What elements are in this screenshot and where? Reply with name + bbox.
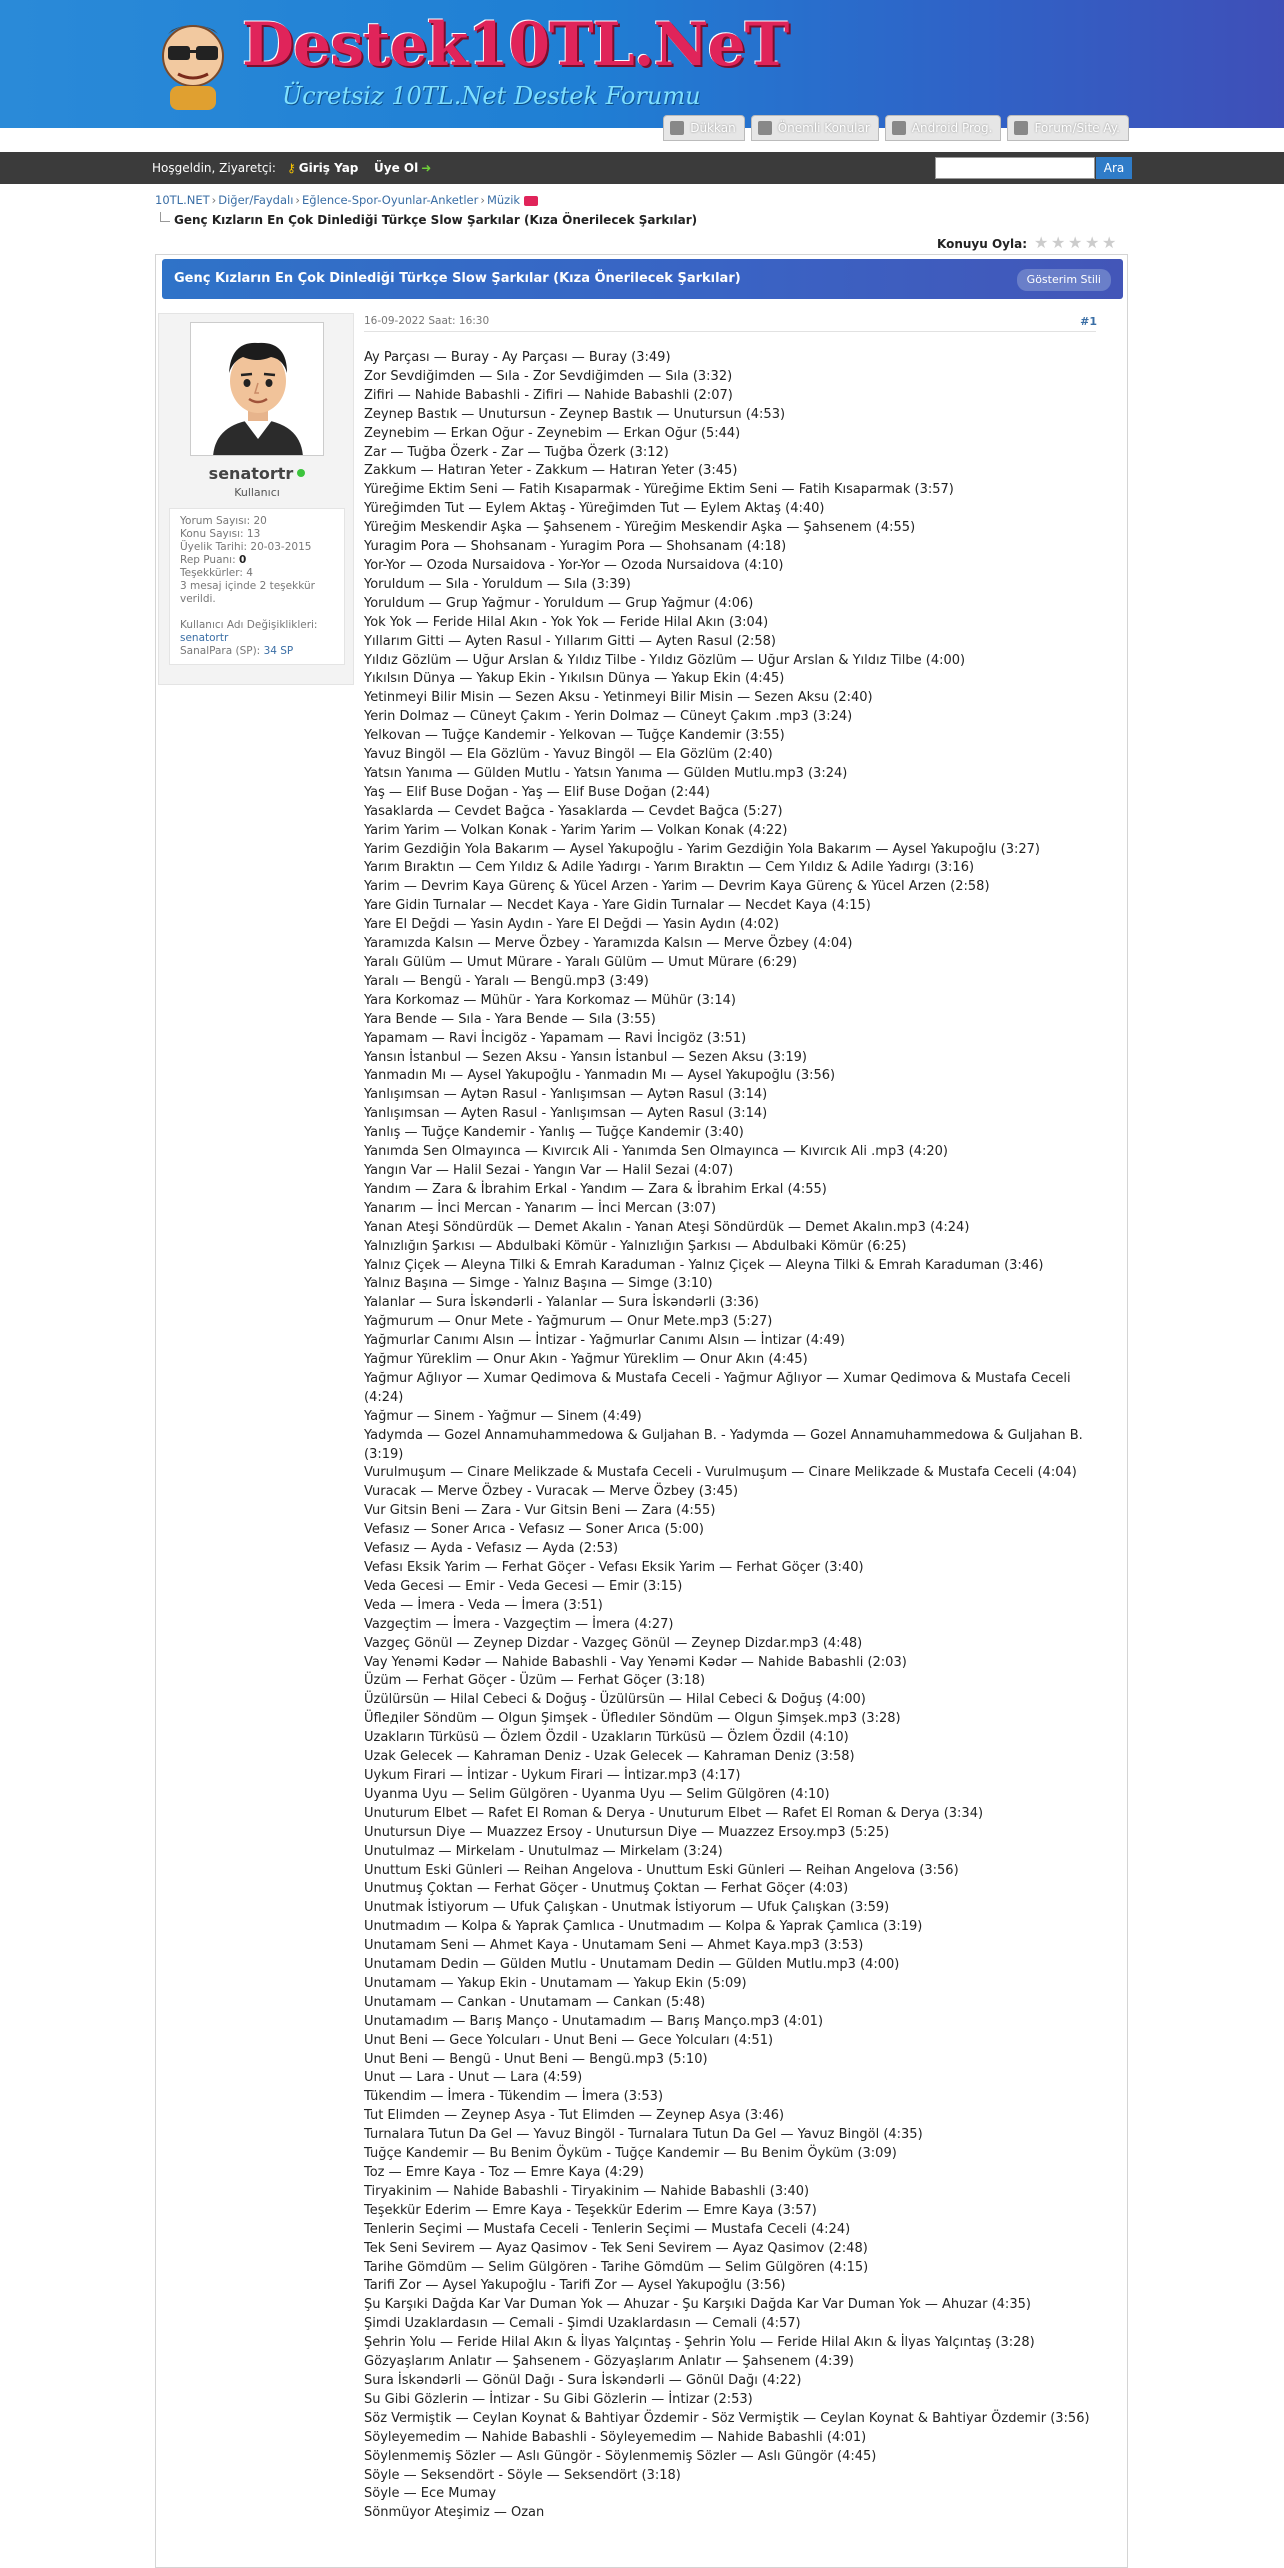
song-line: Yaş — Elif Buse Doğan - Yaş — Elif Buse Doğan (2:44) [364,784,710,800]
stat-thanks-given: 3 mesaj içinde 2 teşekkür verildi. [180,580,315,605]
song-line: Söyle — Seksendört - Söyle — Seksendört (3:18) [364,2467,681,2483]
song-line: Gözyaşlarım Anlatır — Şahsenem - Gözyaşlarım Anlatır — Şahsenem (4:39) [364,2354,854,2370]
song-line: Vur Gitsin Beni — Zara - Vur Gitsin Beni — Zara (4:55) [364,1503,716,1519]
breadcrumb-item[interactable]: 10TL.NET [155,193,210,207]
breadcrumb-separator: › [211,193,217,207]
song-line: Unut — Lara - Unut — Lara (4:59) [364,2070,583,2086]
song-line: Söz Vermiştik — Ceylan Koynat & Bahtiyar Özdemir - Söz Vermiştik — Ceylan Koynat & Bahtiyar Özdemir (3:56) [364,2410,1090,2426]
stat-threads: Konu Sayısı: 13 [180,528,261,540]
tab-android[interactable] [885,115,1002,141]
song-line: Yara Korkomaz — Mühür - Yara Korkomaz — Mühür (3:14) [364,992,736,1008]
android-icon [892,121,906,135]
star-icon[interactable]: ★ [1102,233,1117,252]
song-line: Yağmur — Sinem - Yağmur — Sinem (4:49) [364,1408,642,1424]
song-line: Yapamam — Ravi İncigöz - Yapamam — Ravi İncigöz (3:51) [364,1030,747,1046]
song-line: Yerin Dolmaz — Cüneyt Çakım - Yerin Dolmaz — Cüneyt Çakım .mp3 (3:24) [364,709,853,725]
song-line: Zar — Tuğba Özerk - Zar — Tuğba Özerk (3:12) [364,444,669,460]
mascot-icon [148,16,238,112]
song-line: Vefasız — Ayda - Vefasız — Ayda (2:53) [364,1541,619,1557]
song-line: Tenlerin Seçimi — Mustafa Ceceli - Tenlerin Seçimi — Mustafa Ceceli (4:24) [364,2221,851,2237]
song-line: Tuğçe Kandemir — Bu Benim Öyküm - Tuğçe Kandemir — Bu Benim Öyküm (3:09) [364,2146,897,2162]
song-line: Unutmak İstiyorum — Ufuk Çalışkan - Unutmak İstiyorum — Ufuk Çalışkan (3:59) [364,1900,890,1916]
song-line: Zeynebim — Erkan Oğur - Zeynebim — Erkan Oğur (5:44) [364,425,741,441]
author-name[interactable] [159,464,355,483]
song-line: Yatsın Yanıma — Gülden Mutlu - Yatsın Yanıma — Gülden Mutlu.mp3 (3:24) [364,765,848,781]
song-line: Yanarım — İnci Mercan - Yanarım — İnci Mercan (3:07) [364,1200,717,1216]
breadcrumb-current-title: Genç Kızların En Çok Dinlediği Türkçe Slow Şarkılar (Kıza Önerilecek Şarkılar) [174,213,698,227]
thread-title: Genç Kızların En Çok Dinlediği Türkçe Slow Şarkılar (Kıza Önerilecek Şarkılar) [174,271,741,286]
song-line: Yalnız Başına — Simge - Yalnız Başına — Simge (3:10) [364,1276,713,1292]
register-label: Üye Ol [374,161,419,175]
song-line: Yanmadın Mı — Aysel Yakupoğlu - Yanmadın Mı — Aysel Yakupoğlu (3:56) [364,1068,836,1084]
login-label: Giriş Yap [298,161,359,175]
song-line: Yare Gidin Turnalar — Necdet Kaya - Yare Gidin Turnalar — Necdet Kaya (4:15) [364,898,871,914]
song-line: Zor Sevdiğimden — Sıla - Zor Sevdiğimden — Sıla (3:32) [364,368,733,384]
song-line: Unutamam — Cankan - Unutamam — Cankan (5:48) [364,1994,706,2010]
song-line: Yoruldum — Grup Yağmur - Yoruldum — Grup Yağmur (4:06) [364,595,754,611]
song-line: Yaralı — Bengü - Yaralı — Bengü.mp3 (3:49) [364,973,649,989]
song-line: Unutamadım — Barış Manço - Unutamadım — Barış Manço.mp3 (4:01) [364,2013,824,2029]
pin-icon [758,121,772,135]
tab-label: Forum/Site Ay. [1034,121,1120,135]
breadcrumb [155,193,538,207]
stat-username-changes-link[interactable]: senatortr [180,632,229,644]
song-line: Şimdi Uzaklardasın — Cemali - Şimdi Uzaklardasın — Cemali (4:57) [364,2316,801,2332]
song-line: Vazgeçtim — İmera - Vazgeçtim — İmera (4:27) [364,1616,674,1632]
arrow-right-icon: ➜ [421,161,432,175]
song-line: Unutmadım — Kolpa & Yaprak Çamlıca - Unutmadım — Kolpa & Yaprak Çamlıca (3:19) [364,1919,923,1935]
song-line: Söylenmemiş Sözler — Aslı Güngör - Söylenmemiş Sözler — Aslı Güngör (4:45) [364,2448,877,2464]
author-name-text: senatortr [208,464,294,483]
tab-label: Önemli Konular [777,121,870,135]
song-line: Sura İskəndərli — Gönül Dağı - Sura İskəndərli — Gönül Dağı (4:22) [364,2372,802,2388]
tab-important-topics[interactable] [751,115,879,141]
song-line: Yoruldum — Sıla - Yoruldum — Sıla (3:39) [364,576,631,592]
author-sidebar [158,313,354,685]
song-line: Unut Beni — Bengü - Unut Beni — Bengü.mp3 (5:10) [364,2051,708,2067]
thread-header [162,259,1123,299]
breadcrumb-item[interactable]: Eğlence-Spor-Oyunlar-Anketler [302,193,479,207]
song-line: Vurulmuşum — Cinare Melikzade & Mustafa Ceceli - Vurulmuşum — Cinare Melikzade & Mustafa Ceceli (4:04) [364,1465,1077,1481]
breadcrumb-separator: › [480,193,485,207]
song-line: Uykum Firari — İntizar - Uykum Firari — İntizar.mp3 (4:17) [364,1767,741,1783]
breadcrumb-item[interactable]: Müzik [486,193,521,207]
logo-subtitle: Ücretsiz 10TL.Net Destek Forumu [282,82,701,110]
song-line: Unutamam Seni — Ahmet Kaya - Unutamam Seni — Ahmet Kaya.mp3 (3:53) [364,1938,864,1954]
song-line: Yüreğime Ektim Seni — Fatih Kısaparmak - Yüreğime Ektim Seni — Fatih Kısaparmak (3:57) [364,482,954,498]
song-line: Teşekkür Ederim — Emre Kaya - Teşekkür Ederim — Emre Kaya (3:57) [364,2202,817,2218]
song-line: Yalanlar — Sura İskəndərli - Yalanlar — Sura İskəndərli (3:36) [364,1295,759,1311]
song-line: Tarifi Zor — Aysel Yakupoğlu - Tarifi Zor — Aysel Yakupoğlu (3:56) [364,2278,786,2294]
song-line: Yağmurum — Onur Mete - Yağmurum — Onur Mete.mp3 (5:27) [364,1314,773,1330]
breadcrumb-separator: › [295,193,301,207]
song-line: Yetinmeyi Bilir Misin — Sezen Aksu - Yetinmeyi Bilir Misin — Sezen Aksu (2:40) [364,690,873,706]
song-line: Yuragim Pora — Shohsanam - Yuragim Pora — Shohsanam (4:18) [364,539,787,555]
song-line: Yarim — Devrim Kaya Gürenç & Yücel Arzen - Yarim — Devrim Kaya Gürenç & Yücel Arzen (2:58) [364,879,990,895]
song-line: Unutamam — Yakup Ekin - Unutamam — Yakup Ekin (5:09) [364,1975,747,1991]
song-line: Yanlışımsan — Ayten Rasul - Yanlışımsan — Ayten Rasul (3:14) [364,1106,768,1122]
song-line: Yağmur Ağlıyor — Xumar Qedimova & Mustafa Ceceli - Yağmur Ağlıyor — Xumar Qedimova & Mustafa Ceceli (4:24) [364,1370,1071,1405]
song-line: Yor-Yor — Ozoda Nursaidova - Yor-Yor — Ozoda Nursaidova (4:10) [364,557,784,573]
song-line: Yaramızda Kalsın — Merve Özbey - Yaramızda Kalsın — Merve Özbey (4:04) [364,936,853,952]
stat-username-changes-label: Kullanıcı Adı Değişiklikleri: [180,619,318,631]
register-link[interactable] [374,161,431,175]
rating-label: Konuyu Oyla: [937,237,1027,251]
top-tabs [663,115,1129,141]
song-line: Yok Yok — Feride Hilal Akın - Yok Yok — Feride Hilal Akın (3:04) [364,614,769,630]
song-line: Yanlış — Tuğçe Kandemir - Yanlış — Tuğçe Kandemir (3:40) [364,1125,744,1141]
star-icon[interactable]: ★ [1034,233,1049,252]
song-line: Veda Gecesi — Emir - Veda Gecesi — Emir (3:15) [364,1578,683,1594]
song-line: Unuturum Elbet — Rafet El Roman & Derya - Unuturum Elbet — Rafet El Roman & Derya (3:34) [364,1805,984,1821]
star-icon[interactable]: ★ [1085,233,1100,252]
song-line: Yare El Değdi — Yasin Aydın - Yare El Değdi — Yasin Aydın (4:02) [364,917,780,933]
song-line: Uzak Gelecek — Kahraman Deniz - Uzak Gelecek — Kahraman Deniz (3:58) [364,1749,855,1765]
song-line: Yangın Var — Halil Sezai - Yangın Var — Halil Sezai (4:07) [364,1162,734,1178]
tab-label: Android Prog. [911,121,993,135]
site-header [0,0,1284,135]
stat-rep-value: 0 [238,554,247,566]
song-line: Yanımda Sen Olmayınca — Kıvırcık Ali - Yanımda Sen Olmayınca — Kıvırcık Ali .mp3 (4:20) [364,1144,948,1160]
song-line: Unutmuş Çoktan — Ferhat Göçer - Unutmuş Çoktan — Ferhat Göçer (4:03) [364,1881,849,1897]
song-line: Unutamam Dedin — Gülden Mutlu - Unutamam Dedin — Gülden Mutlu.mp3 (4:00) [364,1957,900,1973]
stat-posts: Yorum Sayısı: 20 [180,515,267,527]
song-line: Vazgeç Gönül — Zeynep Dizdar - Vazgeç Gönül — Zeynep Dizdar.mp3 (4:48) [364,1635,863,1651]
rating-stars[interactable] [1034,235,1118,251]
song-line: Zakkum — Hatıran Yeter - Zakkum — Hatıran Yeter (3:45) [364,463,738,479]
avatar[interactable] [190,322,324,456]
song-line: Üfleдiler Söndüm — Olgun Şimşek - Üfledıler Söndüm — Olgun Şimşek.mp3 (3:28) [364,1711,901,1727]
tab-shop[interactable] [663,115,745,141]
song-line: Unuttum Eski Günleri — Reihan Angelova - Unuttum Eski Günleri — Reihan Angelova (3:56) [364,1862,959,1878]
search-button[interactable]: Ara [1096,157,1132,179]
song-line: Yasaklarda — Cevdet Bağca - Yasaklarda — Cevdet Bağca (5:27) [364,803,783,819]
shop-icon [670,121,684,135]
rss-icon[interactable] [524,196,538,206]
song-line: Turnalara Tutun Da Gel — Yavuz Bingöl - Turnalara Tutun Da Gel — Yavuz Bingöl (4:35) [364,2127,923,2143]
star-icon[interactable]: ★ [1051,233,1066,252]
logo-title: Destek10TL.NeT [242,10,789,80]
post-date: 16-09-2022 Saat: 16:30 [364,315,490,327]
song-line: Yadymda — Gozel Annamuhammedowa & Guljahan B. - Yadymda — Gozel Annamuhammedowa & Guljahan B. (3:19) [364,1427,1083,1462]
song-line: Yarım Bıraktın — Cem Yıldız & Adile Yadırgı - Yarım Bıraktın — Cem Yıldız & Adile Yadırgı (3:16) [364,860,975,876]
author-stats [169,508,345,665]
song-line: Vefasız — Soner Arıca - Vefasız — Soner Arıca (5:00) [364,1522,704,1538]
song-line: Yüreğim Meskendir Aşka — Şahsenem - Yüreğim Meskendir Aşka — Şahsenem (4:55) [364,520,916,536]
song-line: Yansın İstanbul — Sezen Aksu - Yansın İstanbul — Sezen Aksu (3:19) [364,1049,807,1065]
thread-container [155,254,1128,2568]
online-status-icon [297,469,305,477]
breadcrumb-item[interactable]: Diğer/Faydalı [218,193,294,207]
display-style-button[interactable]: Gösterim Stili [1017,269,1111,291]
song-line: Vuracak — Merve Özbey - Vuracak — Merve Özbey (3:45) [364,1484,739,1500]
song-line: Unutursun Diye — Muazzez Ersoy - Unutursun Diye — Muazzez Ersoy.mp3 (5:25) [364,1824,890,1840]
stat-join-date: Üyelik Tarihi: 20-03-2015 [180,541,312,553]
song-line: Yelkovan — Tuğçe Kandemir - Yelkovan — Tuğçe Kandemir (3:55) [364,728,785,744]
stat-rep [180,554,334,567]
song-line: Yıkılsın Dünya — Yakup Ekin - Yıkılsın Dünya — Yakup Ekin (4:45) [364,671,785,687]
song-line: Yandım — Zara & İbrahim Erkal - Yandım — Zara & İbrahim Erkal (4:55) [364,1181,827,1197]
elbow-connector [160,212,170,222]
song-line: Yalnız Çiçek — Aleyna Tilki & Emrah Karaduman - Yalnız Çiçek — Aleyna Tilki & Emrah Karaduman (3:46) [364,1257,1044,1273]
song-line: Yıldız Gözlüm — Uğur Arslan & Yıldız Tilbe - Yıldız Gözlüm — Uğur Arslan & Yıldız Tilbe (4:00) [364,652,966,668]
avatar-illustration [191,323,324,456]
song-line: Tükendim — İmera - Tükendim — İmera (3:53) [364,2089,664,2105]
song-line: Şu Karşıki Dağda Kar Var Duman Yok — Ahuzar - Şu Karşıki Dağda Kar Var Duman Yok — Ahuzar (4:35) [364,2297,1031,2313]
song-line: Yaralı Gülüm — Umut Mürare - Yaralı Gülüm — Umut Mürare (6:29) [364,955,798,970]
song-line: Tut Elimden — Zeynep Asya - Tut Elimden — Zeynep Asya (3:46) [364,2108,785,2124]
star-icon[interactable]: ★ [1068,233,1083,252]
stat-sp-label: SanalPara (SP): [180,645,261,657]
divider [364,331,1096,332]
breadcrumb-current [160,212,697,227]
song-line: Yara Bende — Sıla - Yara Bende — Sıla (3:55) [364,1011,656,1027]
song-line: Unut Beni — Gece Yolcuları - Unut Beni — Gece Yolcuları (4:51) [364,2032,774,2048]
stat-sp [180,645,334,658]
song-line: Yağmur Yüreklim — Onur Akın - Yağmur Yüreklim — Onur Akın (4:45) [364,1352,808,1368]
author-role: Kullanıcı [234,486,280,499]
post-number-link[interactable]: #1 [1080,315,1097,328]
tab-label: Dükkan [690,121,736,135]
search-input[interactable] [935,157,1095,179]
song-line: Üzüm — Ferhat Göçer - Üzüm — Ferhat Göçer (3:18) [364,1673,706,1689]
song-line: Tarihe Gömdüm — Selim Gülgören - Tarihe Gömdüm — Selim Gülgören (4:15) [364,2259,869,2275]
tab-forum-settings[interactable] [1007,115,1129,141]
greeting-text: Hoşgeldin, Ziyaretçi: [152,161,276,175]
song-line: Veda — İmera - Veda — İmera (3:51) [364,1597,603,1613]
song-line: Üzülürsün — Hilal Cebeci & Doğuş - Üzülürsün — Hilal Cebeci & Doğuş (4:00) [364,1692,866,1708]
song-line: Yavuz Bingöl — Ela Gözlüm - Yavuz Bingöl — Ela Gözlüm (2:40) [364,747,773,763]
stat-rep-label: Rep Puanı: [180,554,236,566]
site-logo[interactable] [144,6,789,116]
song-line: Yalnızlığın Şarkısı — Abdulbaki Kömür - Yalnızlığın Şarkısı — Abdulbaki Kömür (6:25) [364,1238,907,1254]
song-line: Söyle — Ece Mumay [364,2486,497,2502]
song-line: Söyleyemedim — Nahide Babashli - Söyleyemedim — Nahide Babashli (4:01) [364,2429,867,2445]
song-line: Yarim Yarim — Volkan Konak - Yarim Yarim — Volkan Konak (4:22) [364,822,788,838]
song-line: Ay Parçası — Buray - Ay Parçası — Buray (3:49) [364,350,671,365]
post-body [364,349,1104,2523]
song-line: Yıllarım Gitti — Ayten Rasul - Yıllarım Gitti — Ayten Rasul (2:58) [364,633,776,649]
song-line: Zifiri — Nahide Babashli - Zifiri — Nahide Babashli (2:07) [364,387,733,403]
key-icon: ⚷ [287,161,296,175]
song-line: Yanlışımsan — Aytən Rasul - Yanlışımsan — Aytən Rasul (3:14) [364,1087,768,1103]
song-line: Yarim Gezdiğin Yola Bakarım — Aysel Yakupoğlu - Yarim Gezdiğin Yola Bakarım — Aysel Yakupoğlu (3:27) [364,841,1041,857]
song-line: Şehrin Yolu — Feride Hilal Akın & İlyas Yalçıntaş - Şehrin Yolu — Feride Hilal Akın & İlyas Yalçıntaş (3:28) [364,2335,1035,2351]
song-line: Yağmurlar Canımı Alsın — İntizar - Yağmurlar Canımı Alsın — İntizar (4:49) [364,1333,845,1349]
song-line: Toz — Emre Kaya - Toz — Emre Kaya (4:29) [364,2165,644,2180]
song-line: Unutulmaz — Mirkelam - Unutulmaz — Mirkelam (3:24) [364,1843,723,1859]
song-line: Sönmüyor Ateşimiz — Ozan [364,2505,545,2521]
stat-sp-value[interactable]: 34 SP [263,645,294,657]
settings-icon [1014,121,1028,135]
song-line: Su Gibi Gözlerin — İntizar - Su Gibi Gözlerin — İntizar (2:53) [364,2391,753,2407]
song-line: Tek Seni Sevirem — Ayaz Qasimov - Tek Seni Sevirem — Ayaz Qasimov (2:48) [364,2240,868,2256]
song-line: Vefası Eksik Yarim — Ferhat Göçer - Vefası Eksik Yarim — Ferhat Göçer (3:40) [364,1560,864,1575]
song-line: Yüreğimden Tut — Eylem Aktaş - Yüreğimden Tut — Eylem Aktaş (4:40) [364,501,825,517]
song-line: Vay Yenəmi Kədər — Nahide Babashli - Vay Yenəmi Kədər — Nahide Babashli (2:03) [364,1654,907,1670]
song-line: Uzakların Türküsü — Özlem Özdil - Uzakların Türküsü — Özlem Özdil (4:10) [364,1730,849,1746]
song-line: Uyanma Uyu — Selim Gülgören - Uyanma Uyu — Selim Gülgören (4:10) [364,1786,830,1802]
login-link[interactable] [287,161,358,175]
song-line: Yanan Ateşi Söndürdük — Demet Akalın - Yanan Ateşi Söndürdük — Demet Akalın.mp3 (4:24) [364,1219,970,1235]
song-line: Zeynep Bastık — Unutursun - Zeynep Bastık — Unutursun (4:53) [364,406,786,422]
stat-thanks: Teşekkürler: 4 [180,567,253,579]
song-line: Tiryakinim — Nahide Babashli - Tiryakinim — Nahide Babashli (3:40) [364,2183,810,2199]
